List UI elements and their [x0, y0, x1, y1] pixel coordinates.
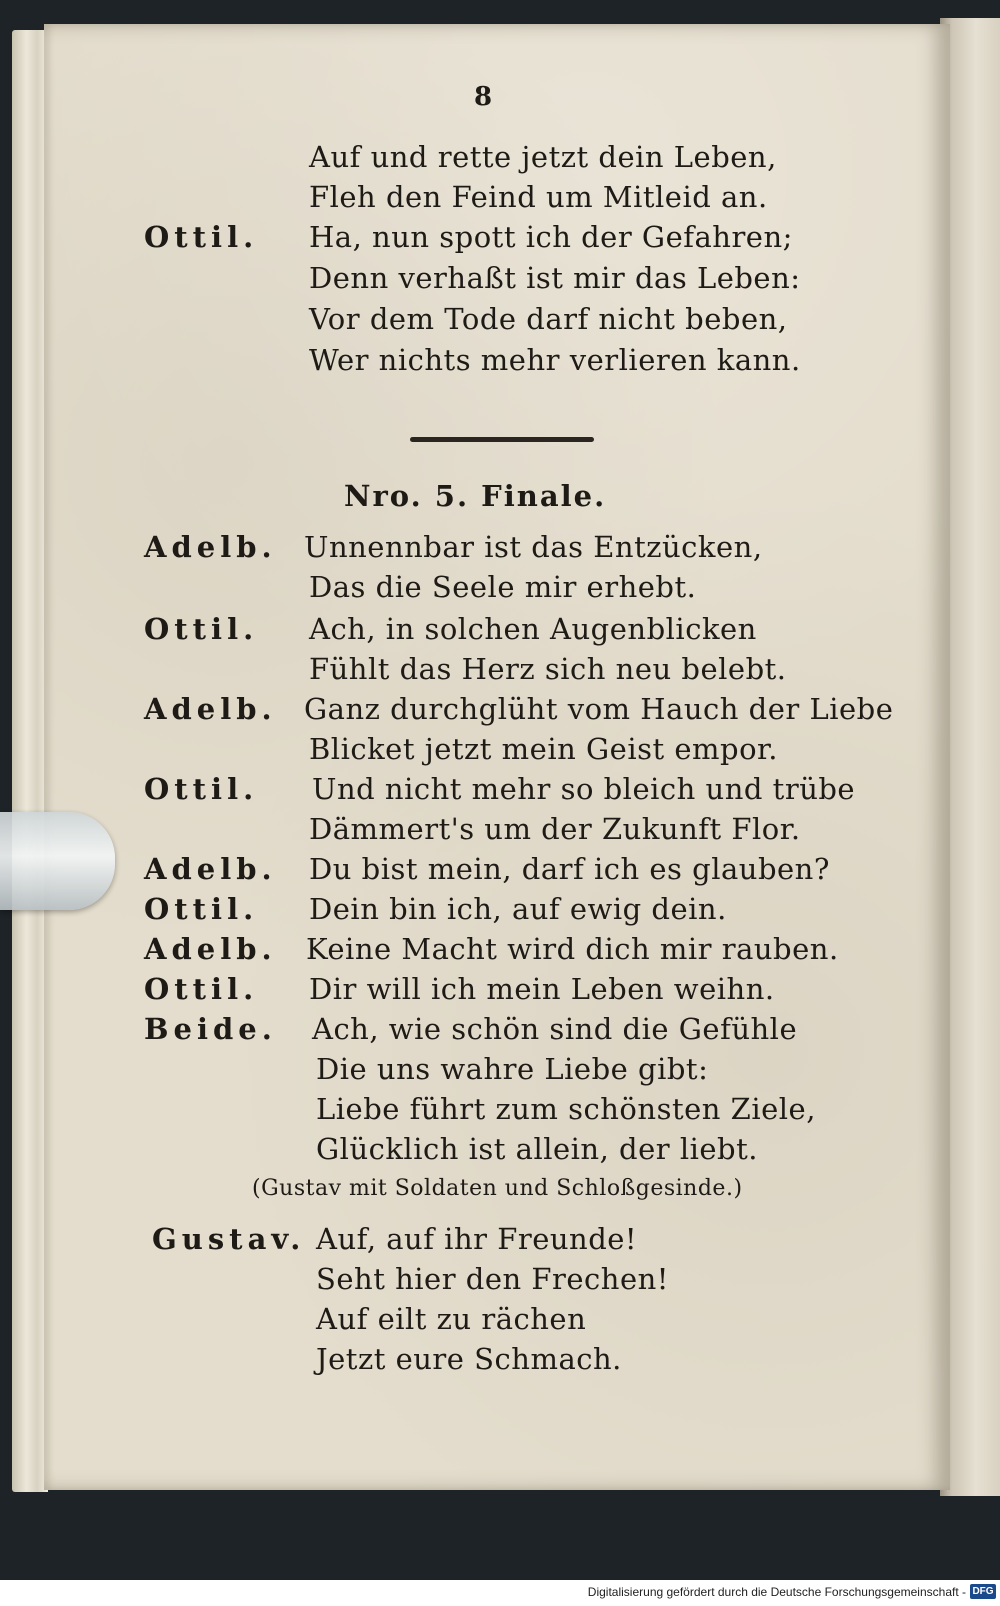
verse-line: Wer nichts mehr verlieren kann.	[309, 343, 801, 377]
verse-line: Ach, in solchen Augenblicken	[309, 612, 757, 646]
stage-direction: (Gustav mit Soldaten und Schloßgesinde.)	[252, 1176, 743, 1201]
verse-line: Du bist mein, darf ich es glauben?	[309, 852, 830, 886]
verse-line: Die uns wahre Liebe gibt:	[316, 1052, 709, 1086]
verse-line: Vor dem Tode darf nicht beben,	[309, 302, 788, 336]
page-holder-clip	[0, 812, 115, 910]
speaker-label: Adelb.	[144, 932, 277, 966]
verse-line: Fleh den Feind um Mitleid an.	[309, 180, 768, 214]
footer-credit: Digitalisierung gefördert durch die Deutsche Forschungsgemeinschaft -	[587, 1585, 966, 1599]
verse-line: Ha, nun spott ich der Gefahren;	[309, 220, 793, 254]
verse-line: Jetzt eure Schmach.	[316, 1342, 622, 1376]
verse-line: Dein bin ich, auf ewig dein.	[309, 892, 727, 926]
section-heading: Nro. 5. Finale.	[344, 479, 607, 513]
speaker-label: Ottil.	[144, 972, 259, 1006]
verse-line: Und nicht mehr so bleich und trübe	[312, 772, 856, 806]
verse-line: Dämmert's um der Zukunft Flor.	[309, 812, 801, 846]
verse-line: Ach, wie schön sind die Gefühle	[312, 1012, 798, 1046]
verse-line: Blicket jetzt mein Geist empor.	[309, 732, 778, 766]
page-stack-edge	[12, 30, 48, 1492]
dfg-logo: DFG	[970, 1584, 996, 1599]
verse-line: Fühlt das Herz sich neu belebt.	[309, 652, 787, 686]
verse-line: Unnennbar ist das Entzücken,	[304, 530, 763, 564]
verse-line: Auf, auf ihr Freunde!	[316, 1222, 638, 1256]
section-divider	[410, 437, 594, 442]
speaker-label: Ottil.	[144, 612, 259, 646]
speaker-label: Ottil.	[144, 220, 259, 254]
speaker-label: Adelb.	[144, 852, 277, 886]
verse-line: Auf und rette jetzt dein Leben,	[309, 140, 777, 174]
speaker-label: Adelb.	[144, 530, 277, 564]
page-number: 8	[474, 82, 493, 112]
speaker-label: Adelb.	[144, 692, 277, 726]
speaker-label: Ottil.	[144, 892, 259, 926]
verse-line: Denn verhaßt ist mir das Leben:	[309, 261, 801, 295]
verse-line: Ganz durchglüht vom Hauch der Liebe	[304, 692, 894, 726]
verse-line: Glücklich ist allein, der liebt.	[316, 1132, 758, 1166]
verse-line: Keine Macht wird dich mir rauben.	[306, 932, 839, 966]
verse-line: Liebe führt zum schönsten Ziele,	[316, 1092, 816, 1126]
speaker-label: Gustav.	[152, 1222, 306, 1256]
speaker-label: Beide.	[144, 1012, 277, 1046]
verse-line: Dir will ich mein Leben weihn.	[309, 972, 775, 1006]
book-page	[44, 24, 950, 1490]
verse-line: Auf eilt zu rächen	[316, 1302, 587, 1336]
verse-line: Seht hier den Frechen!	[316, 1262, 669, 1296]
verse-line: Das die Seele mir erhebt.	[309, 570, 697, 604]
speaker-label: Ottil.	[144, 772, 259, 806]
